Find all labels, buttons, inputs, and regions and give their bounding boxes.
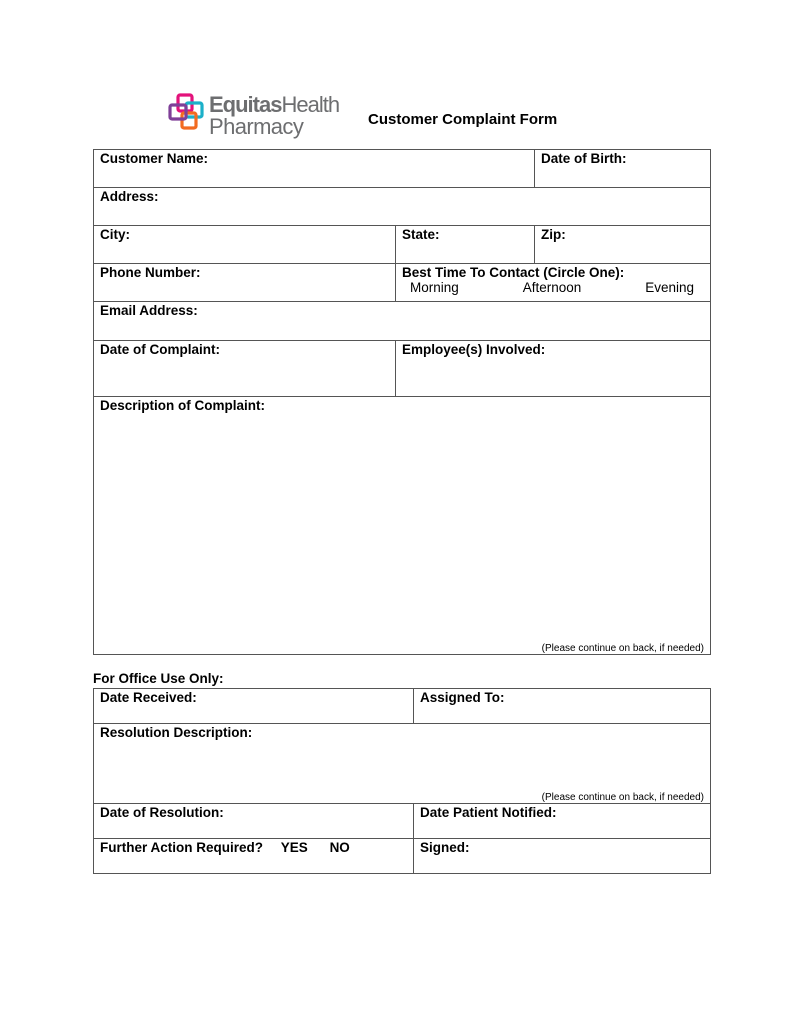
phone-number-label: Phone Number:	[100, 265, 201, 280]
date-of-complaint-label: Date of Complaint:	[100, 342, 220, 357]
option-evening[interactable]: Evening	[645, 280, 694, 295]
signed-label: Signed:	[420, 840, 470, 855]
further-action-label: Further Action Required?	[100, 840, 264, 855]
yes-option[interactable]: YES	[280, 840, 308, 855]
logo-cross-icon	[168, 93, 206, 131]
date-of-birth-field[interactable]	[535, 150, 711, 188]
state-label: State:	[402, 227, 440, 242]
phone-number-field[interactable]	[94, 264, 396, 302]
date-received-field[interactable]	[94, 689, 414, 724]
logo-wordmark	[209, 94, 339, 138]
logo-word-pharmacy: Pharmacy	[209, 114, 304, 139]
city-label: City:	[100, 227, 130, 242]
date-of-birth-label: Date of Birth:	[541, 151, 627, 166]
page-title: Customer Complaint Form	[368, 111, 558, 128]
no-option[interactable]: NO	[329, 840, 350, 855]
address-label: Address:	[100, 189, 159, 204]
option-morning[interactable]: Morning	[410, 280, 459, 295]
date-of-resolution-label: Date of Resolution:	[100, 805, 224, 820]
description-of-complaint-field[interactable]	[94, 397, 711, 655]
employees-involved-field[interactable]	[396, 341, 711, 397]
customer-name-field[interactable]	[94, 150, 535, 188]
resolution-description-label: Resolution Description:	[100, 725, 253, 740]
date-of-resolution-field[interactable]	[94, 804, 414, 839]
best-time-label: Best Time To Contact (Circle One):	[402, 265, 625, 280]
logo-word-equitas: Equitas	[209, 92, 282, 117]
description-label: Description of Complaint:	[100, 398, 265, 413]
signed-field[interactable]	[414, 839, 711, 874]
form-header	[168, 93, 728, 143]
date-patient-notified-field[interactable]	[414, 804, 711, 839]
customer-info-table	[93, 149, 711, 655]
office-continue-note: (Please continue on back, if needed)	[541, 792, 704, 803]
date-of-complaint-field[interactable]	[94, 341, 396, 397]
city-field[interactable]	[94, 226, 396, 264]
best-time-field	[396, 264, 711, 302]
time-options	[402, 280, 704, 295]
equitas-health-pharmacy-logo	[168, 93, 348, 143]
assigned-to-field[interactable]	[414, 689, 711, 724]
logo-word-health: Health	[281, 92, 340, 117]
office-use-table	[93, 688, 711, 874]
continue-note: (Please continue on back, if needed)	[541, 643, 704, 654]
employees-involved-label: Employee(s) Involved:	[402, 342, 546, 357]
option-afternoon[interactable]: Afternoon	[522, 280, 582, 295]
zip-label: Zip:	[541, 227, 566, 242]
assigned-to-label: Assigned To:	[420, 690, 505, 705]
email-address-label: Email Address:	[100, 303, 198, 318]
address-field[interactable]	[94, 188, 711, 226]
state-field[interactable]	[396, 226, 535, 264]
email-address-field[interactable]	[94, 302, 711, 341]
further-action-field	[94, 839, 414, 874]
office-use-title: For Office Use Only:	[93, 671, 224, 686]
resolution-description-field[interactable]	[94, 724, 711, 804]
zip-field[interactable]	[535, 226, 711, 264]
customer-name-label: Customer Name:	[100, 151, 209, 166]
date-patient-notified-label: Date Patient Notified:	[420, 805, 557, 820]
date-received-label: Date Received:	[100, 690, 197, 705]
